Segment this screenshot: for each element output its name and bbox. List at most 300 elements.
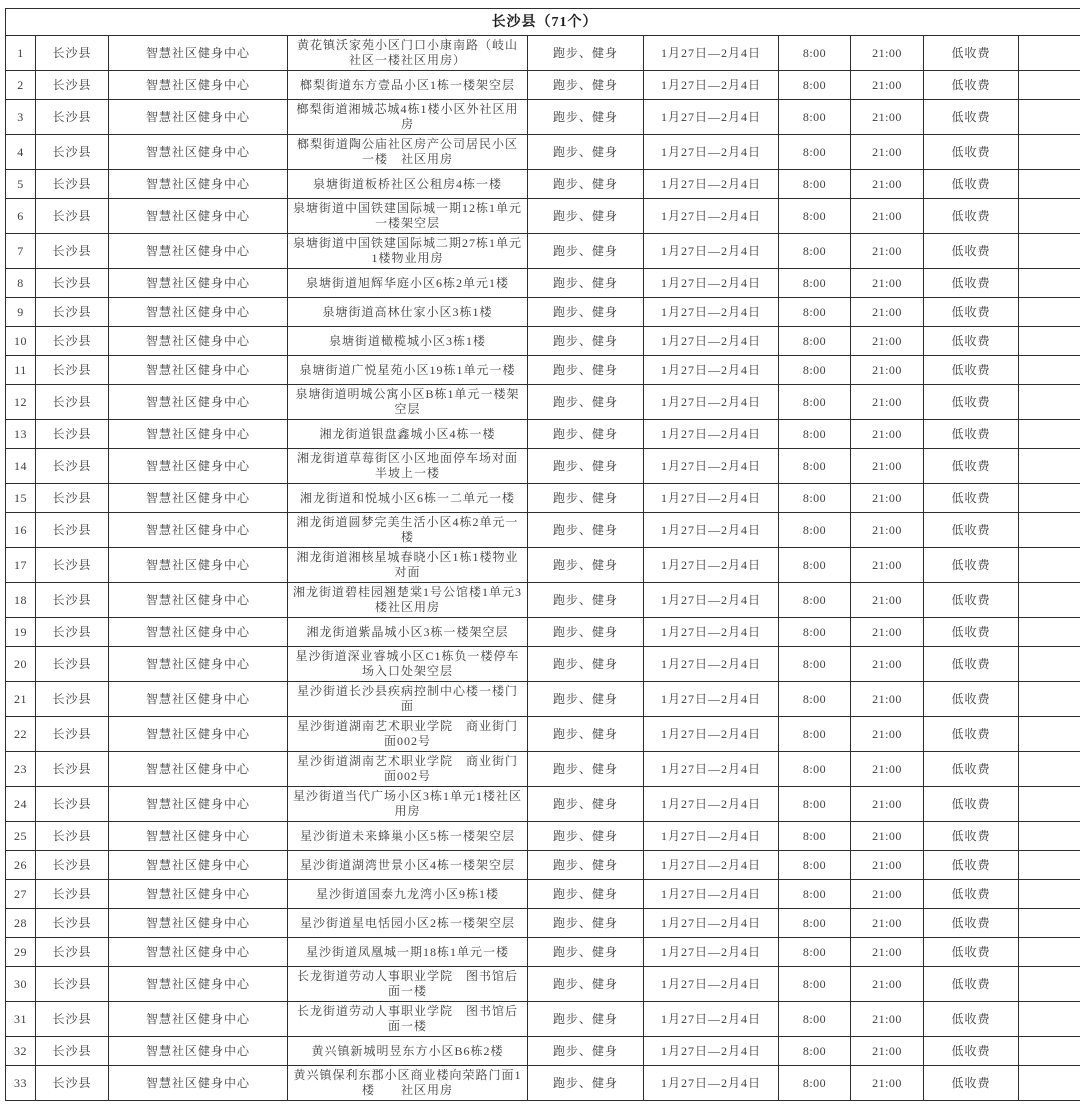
cell-row-number: 10 <box>6 327 36 356</box>
cell-center-name: 智慧社区健身中心 <box>109 851 288 880</box>
cell-close-time: 21:00 <box>851 938 924 967</box>
cell-date-range: 1月27日—2月4日 <box>644 36 779 71</box>
cell-address: 泉塘街道高林仕家小区3栋1楼 <box>288 298 528 327</box>
fitness-centers-table <box>5 8 1080 1101</box>
cell-fee: 低收费 <box>924 420 1019 449</box>
cell-address: 泉塘街道中国铁建国际城二期27栋1单元1楼物业用房 <box>288 234 528 269</box>
cell-county: 长沙县 <box>36 909 109 938</box>
cell-open-time: 8:00 <box>779 298 851 327</box>
table-row <box>6 1002 1080 1037</box>
cell-close-time: 21:00 <box>851 71 924 100</box>
cell-fee: 低收费 <box>924 327 1019 356</box>
cell-open-time: 8:00 <box>779 170 851 199</box>
cell-address: 榔梨街道陶公庙社区房产公司居民小区一楼 社区用房 <box>288 135 528 170</box>
cell-row-number: 1 <box>6 36 36 71</box>
cell-address: 湘龙街道碧桂园翘楚棠1号公馆楼1单元3楼社区用房 <box>288 583 528 618</box>
cell-fee: 低收费 <box>924 484 1019 513</box>
cell-date-range: 1月27日—2月4日 <box>644 269 779 298</box>
cell-fee: 低收费 <box>924 880 1019 909</box>
table-row <box>6 170 1080 199</box>
cell-date-range: 1月27日—2月4日 <box>644 717 779 752</box>
cell-address: 泉塘街道明城公寓小区B栋1单元一楼架空层 <box>288 385 528 420</box>
cell-center-name: 智慧社区健身中心 <box>109 100 288 135</box>
table-row <box>6 647 1080 682</box>
cell-county: 长沙县 <box>36 449 109 484</box>
cell-center-name: 智慧社区健身中心 <box>109 36 288 71</box>
title-row <box>6 9 1080 36</box>
cell-county: 长沙县 <box>36 880 109 909</box>
cell-county: 长沙县 <box>36 1037 109 1066</box>
cell-address: 榔梨街道东方壹品小区1栋一楼架空层 <box>288 71 528 100</box>
cell-extra <box>1019 100 1080 135</box>
cell-county: 长沙县 <box>36 682 109 717</box>
cell-extra <box>1019 1037 1080 1066</box>
table-row <box>6 822 1080 851</box>
cell-center-name: 智慧社区健身中心 <box>109 484 288 513</box>
cell-extra <box>1019 356 1080 385</box>
cell-fee: 低收费 <box>924 647 1019 682</box>
cell-county: 长沙县 <box>36 36 109 71</box>
cell-address: 湘龙街道银盘鑫城小区4栋一楼 <box>288 420 528 449</box>
cell-fee: 低收费 <box>924 356 1019 385</box>
table-row <box>6 752 1080 787</box>
cell-date-range: 1月27日—2月4日 <box>644 967 779 1002</box>
cell-county: 长沙县 <box>36 135 109 170</box>
cell-close-time: 21:00 <box>851 100 924 135</box>
cell-open-time: 8:00 <box>779 682 851 717</box>
cell-date-range: 1月27日—2月4日 <box>644 135 779 170</box>
table-row <box>6 298 1080 327</box>
cell-extra <box>1019 420 1080 449</box>
cell-extra <box>1019 269 1080 298</box>
cell-extra <box>1019 618 1080 647</box>
cell-row-number: 15 <box>6 484 36 513</box>
cell-date-range: 1月27日—2月4日 <box>644 199 779 234</box>
cell-date-range: 1月27日—2月4日 <box>644 851 779 880</box>
cell-date-range: 1月27日—2月4日 <box>644 548 779 583</box>
cell-fee: 低收费 <box>924 682 1019 717</box>
cell-fee: 低收费 <box>924 71 1019 100</box>
cell-fee: 低收费 <box>924 135 1019 170</box>
cell-row-number: 27 <box>6 880 36 909</box>
cell-activity: 跑步、健身 <box>528 269 644 298</box>
cell-center-name: 智慧社区健身中心 <box>109 513 288 548</box>
cell-open-time: 8:00 <box>779 199 851 234</box>
cell-open-time: 8:00 <box>779 1066 851 1101</box>
cell-activity: 跑步、健身 <box>528 717 644 752</box>
table-row <box>6 618 1080 647</box>
cell-extra <box>1019 548 1080 583</box>
cell-date-range: 1月27日—2月4日 <box>644 880 779 909</box>
table-row <box>6 420 1080 449</box>
cell-county: 长沙县 <box>36 752 109 787</box>
cell-fee: 低收费 <box>924 100 1019 135</box>
table-row <box>6 787 1080 822</box>
cell-extra <box>1019 449 1080 484</box>
cell-address: 湘龙街道和悦城小区6栋一二单元一楼 <box>288 484 528 513</box>
cell-extra <box>1019 647 1080 682</box>
cell-center-name: 智慧社区健身中心 <box>109 787 288 822</box>
cell-activity: 跑步、健身 <box>528 36 644 71</box>
cell-county: 长沙县 <box>36 618 109 647</box>
cell-center-name: 智慧社区健身中心 <box>109 967 288 1002</box>
cell-extra <box>1019 199 1080 234</box>
cell-county: 长沙县 <box>36 647 109 682</box>
table-row <box>6 1066 1080 1101</box>
cell-row-number: 21 <box>6 682 36 717</box>
table-row <box>6 135 1080 170</box>
cell-close-time: 21:00 <box>851 752 924 787</box>
table-row <box>6 583 1080 618</box>
cell-extra <box>1019 583 1080 618</box>
cell-fee: 低收费 <box>924 752 1019 787</box>
cell-address: 长龙街道劳动人事职业学院 图书馆后面一楼 <box>288 1002 528 1037</box>
cell-address: 黄兴镇保利东郡小区商业楼向荣路门面1楼 社区用房 <box>288 1066 528 1101</box>
table-row <box>6 717 1080 752</box>
cell-county: 长沙县 <box>36 967 109 1002</box>
cell-extra <box>1019 36 1080 71</box>
cell-activity: 跑步、健身 <box>528 170 644 199</box>
cell-extra <box>1019 234 1080 269</box>
cell-extra <box>1019 822 1080 851</box>
cell-extra <box>1019 298 1080 327</box>
cell-extra <box>1019 938 1080 967</box>
cell-extra <box>1019 752 1080 787</box>
cell-address: 星沙街道国泰九龙湾小区9栋1楼 <box>288 880 528 909</box>
cell-county: 长沙县 <box>36 548 109 583</box>
cell-open-time: 8:00 <box>779 618 851 647</box>
cell-center-name: 智慧社区健身中心 <box>109 583 288 618</box>
cell-activity: 跑步、健身 <box>528 880 644 909</box>
cell-close-time: 21:00 <box>851 420 924 449</box>
table-row <box>6 1037 1080 1066</box>
cell-open-time: 8:00 <box>779 269 851 298</box>
cell-extra <box>1019 385 1080 420</box>
table-row <box>6 269 1080 298</box>
cell-open-time: 8:00 <box>779 967 851 1002</box>
table-body <box>6 9 1080 1101</box>
cell-row-number: 5 <box>6 170 36 199</box>
cell-extra <box>1019 851 1080 880</box>
cell-extra <box>1019 967 1080 1002</box>
cell-close-time: 21:00 <box>851 36 924 71</box>
cell-fee: 低收费 <box>924 548 1019 583</box>
cell-county: 长沙县 <box>36 298 109 327</box>
cell-center-name: 智慧社区健身中心 <box>109 548 288 583</box>
cell-close-time: 21:00 <box>851 135 924 170</box>
cell-fee: 低收费 <box>924 1066 1019 1101</box>
cell-county: 长沙县 <box>36 420 109 449</box>
cell-county: 长沙县 <box>36 938 109 967</box>
cell-row-number: 33 <box>6 1066 36 1101</box>
cell-fee: 低收费 <box>924 199 1019 234</box>
cell-extra <box>1019 484 1080 513</box>
cell-row-number: 6 <box>6 199 36 234</box>
cell-center-name: 智慧社区健身中心 <box>109 822 288 851</box>
cell-extra <box>1019 787 1080 822</box>
table-row <box>6 449 1080 484</box>
cell-date-range: 1月27日—2月4日 <box>644 583 779 618</box>
cell-fee: 低收费 <box>924 938 1019 967</box>
cell-close-time: 21:00 <box>851 787 924 822</box>
cell-close-time: 21:00 <box>851 234 924 269</box>
cell-address: 星沙街道未来蜂巢小区5栋一楼架空层 <box>288 822 528 851</box>
cell-close-time: 21:00 <box>851 449 924 484</box>
table-row <box>6 36 1080 71</box>
cell-activity: 跑步、健身 <box>528 135 644 170</box>
cell-fee: 低收费 <box>924 36 1019 71</box>
cell-activity: 跑步、健身 <box>528 1002 644 1037</box>
cell-date-range: 1月27日—2月4日 <box>644 513 779 548</box>
cell-extra <box>1019 170 1080 199</box>
table-row <box>6 548 1080 583</box>
cell-row-number: 9 <box>6 298 36 327</box>
cell-date-range: 1月27日—2月4日 <box>644 1002 779 1037</box>
cell-activity: 跑步、健身 <box>528 967 644 1002</box>
table-title: 长沙县（71个） <box>6 9 1080 36</box>
cell-open-time: 8:00 <box>779 449 851 484</box>
cell-close-time: 21:00 <box>851 199 924 234</box>
cell-date-range: 1月27日—2月4日 <box>644 420 779 449</box>
cell-open-time: 8:00 <box>779 909 851 938</box>
table-row <box>6 71 1080 100</box>
cell-row-number: 23 <box>6 752 36 787</box>
cell-activity: 跑步、健身 <box>528 752 644 787</box>
cell-fee: 低收费 <box>924 583 1019 618</box>
cell-date-range: 1月27日—2月4日 <box>644 71 779 100</box>
cell-activity: 跑步、健身 <box>528 385 644 420</box>
cell-close-time: 21:00 <box>851 717 924 752</box>
table-row <box>6 356 1080 385</box>
cell-center-name: 智慧社区健身中心 <box>109 880 288 909</box>
cell-fee: 低收费 <box>924 787 1019 822</box>
table-row <box>6 385 1080 420</box>
cell-open-time: 8:00 <box>779 135 851 170</box>
cell-date-range: 1月27日—2月4日 <box>644 100 779 135</box>
cell-close-time: 21:00 <box>851 822 924 851</box>
cell-date-range: 1月27日—2月4日 <box>644 938 779 967</box>
cell-activity: 跑步、健身 <box>528 199 644 234</box>
cell-extra <box>1019 880 1080 909</box>
cell-address: 泉塘街道旭辉华庭小区6栋2单元1楼 <box>288 269 528 298</box>
cell-row-number: 20 <box>6 647 36 682</box>
cell-center-name: 智慧社区健身中心 <box>109 682 288 717</box>
cell-extra <box>1019 682 1080 717</box>
table-row <box>6 484 1080 513</box>
cell-row-number: 17 <box>6 548 36 583</box>
cell-center-name: 智慧社区健身中心 <box>109 938 288 967</box>
cell-activity: 跑步、健身 <box>528 298 644 327</box>
cell-extra <box>1019 513 1080 548</box>
cell-close-time: 21:00 <box>851 356 924 385</box>
cell-open-time: 8:00 <box>779 851 851 880</box>
cell-county: 长沙县 <box>36 199 109 234</box>
cell-fee: 低收费 <box>924 851 1019 880</box>
cell-open-time: 8:00 <box>779 327 851 356</box>
cell-close-time: 21:00 <box>851 1037 924 1066</box>
cell-center-name: 智慧社区健身中心 <box>109 234 288 269</box>
cell-address: 泉塘街道广悦星苑小区19栋1单元一楼 <box>288 356 528 385</box>
cell-center-name: 智慧社区健身中心 <box>109 420 288 449</box>
cell-open-time: 8:00 <box>779 1037 851 1066</box>
cell-open-time: 8:00 <box>779 583 851 618</box>
cell-county: 长沙县 <box>36 100 109 135</box>
cell-address: 星沙街道湖南艺术职业学院 商业街门面002号 <box>288 717 528 752</box>
cell-center-name: 智慧社区健身中心 <box>109 1002 288 1037</box>
cell-activity: 跑步、健身 <box>528 356 644 385</box>
cell-extra <box>1019 1002 1080 1037</box>
cell-close-time: 21:00 <box>851 385 924 420</box>
cell-close-time: 21:00 <box>851 1002 924 1037</box>
cell-row-number: 13 <box>6 420 36 449</box>
cell-address: 黄花镇沃家苑小区门口小康南路（岐山社区一楼社区用房） <box>288 36 528 71</box>
cell-row-number: 19 <box>6 618 36 647</box>
cell-activity: 跑步、健身 <box>528 583 644 618</box>
cell-activity: 跑步、健身 <box>528 682 644 717</box>
cell-close-time: 21:00 <box>851 618 924 647</box>
cell-county: 长沙县 <box>36 170 109 199</box>
cell-address: 长龙街道劳动人事职业学院 图书馆后面一楼 <box>288 967 528 1002</box>
table-row <box>6 851 1080 880</box>
cell-county: 长沙县 <box>36 356 109 385</box>
cell-row-number: 22 <box>6 717 36 752</box>
cell-activity: 跑步、健身 <box>528 938 644 967</box>
cell-address: 星沙街道湖南艺术职业学院 商业街门面002号 <box>288 752 528 787</box>
cell-county: 长沙县 <box>36 327 109 356</box>
cell-address: 星沙街道星电恬园小区2栋一楼架空层 <box>288 909 528 938</box>
cell-close-time: 21:00 <box>851 967 924 1002</box>
cell-address: 星沙街道当代广场小区3栋1单元1楼社区用房 <box>288 787 528 822</box>
cell-address: 湘龙街道紫晶城小区3栋一楼架空层 <box>288 618 528 647</box>
cell-close-time: 21:00 <box>851 1066 924 1101</box>
cell-address: 星沙街道长沙县疾病控制中心楼一楼门面 <box>288 682 528 717</box>
cell-open-time: 8:00 <box>779 717 851 752</box>
cell-extra <box>1019 71 1080 100</box>
cell-row-number: 3 <box>6 100 36 135</box>
cell-county: 长沙县 <box>36 1002 109 1037</box>
cell-activity: 跑步、健身 <box>528 647 644 682</box>
cell-center-name: 智慧社区健身中心 <box>109 909 288 938</box>
cell-open-time: 8:00 <box>779 1002 851 1037</box>
cell-activity: 跑步、健身 <box>528 327 644 356</box>
cell-center-name: 智慧社区健身中心 <box>109 269 288 298</box>
cell-open-time: 8:00 <box>779 484 851 513</box>
cell-row-number: 8 <box>6 269 36 298</box>
cell-close-time: 21:00 <box>851 583 924 618</box>
cell-county: 长沙县 <box>36 513 109 548</box>
cell-extra <box>1019 909 1080 938</box>
cell-activity: 跑步、健身 <box>528 1037 644 1066</box>
cell-center-name: 智慧社区健身中心 <box>109 298 288 327</box>
cell-fee: 低收费 <box>924 967 1019 1002</box>
cell-center-name: 智慧社区健身中心 <box>109 135 288 170</box>
cell-row-number: 29 <box>6 938 36 967</box>
cell-date-range: 1月27日—2月4日 <box>644 1037 779 1066</box>
cell-center-name: 智慧社区健身中心 <box>109 327 288 356</box>
cell-center-name: 智慧社区健身中心 <box>109 1066 288 1101</box>
cell-row-number: 18 <box>6 583 36 618</box>
cell-fee: 低收费 <box>924 909 1019 938</box>
cell-county: 长沙县 <box>36 269 109 298</box>
cell-county: 长沙县 <box>36 71 109 100</box>
table-row <box>6 513 1080 548</box>
cell-fee: 低收费 <box>924 170 1019 199</box>
cell-county: 长沙县 <box>36 851 109 880</box>
cell-open-time: 8:00 <box>779 880 851 909</box>
cell-row-number: 31 <box>6 1002 36 1037</box>
cell-center-name: 智慧社区健身中心 <box>109 356 288 385</box>
table-row <box>6 682 1080 717</box>
cell-date-range: 1月27日—2月4日 <box>644 647 779 682</box>
cell-fee: 低收费 <box>924 449 1019 484</box>
cell-close-time: 21:00 <box>851 682 924 717</box>
cell-extra <box>1019 327 1080 356</box>
table-row <box>6 100 1080 135</box>
cell-date-range: 1月27日—2月4日 <box>644 1066 779 1101</box>
cell-date-range: 1月27日—2月4日 <box>644 787 779 822</box>
cell-activity: 跑步、健身 <box>528 71 644 100</box>
cell-close-time: 21:00 <box>851 327 924 356</box>
cell-date-range: 1月27日—2月4日 <box>644 170 779 199</box>
cell-activity: 跑步、健身 <box>528 548 644 583</box>
cell-row-number: 2 <box>6 71 36 100</box>
cell-fee: 低收费 <box>924 1037 1019 1066</box>
cell-county: 长沙县 <box>36 1066 109 1101</box>
cell-activity: 跑步、健身 <box>528 618 644 647</box>
cell-address: 泉塘街道中国铁建国际城一期12栋1单元一楼架空层 <box>288 199 528 234</box>
cell-fee: 低收费 <box>924 1002 1019 1037</box>
cell-fee: 低收费 <box>924 822 1019 851</box>
cell-fee: 低收费 <box>924 298 1019 327</box>
cell-open-time: 8:00 <box>779 36 851 71</box>
cell-activity: 跑步、健身 <box>528 100 644 135</box>
cell-address: 星沙街道凤凰城一期18栋1单元一楼 <box>288 938 528 967</box>
cell-fee: 低收费 <box>924 618 1019 647</box>
cell-activity: 跑步、健身 <box>528 787 644 822</box>
cell-address: 泉塘街道橄榄城小区3栋1楼 <box>288 327 528 356</box>
cell-row-number: 24 <box>6 787 36 822</box>
cell-county: 长沙县 <box>36 484 109 513</box>
cell-fee: 低收费 <box>924 513 1019 548</box>
cell-open-time: 8:00 <box>779 822 851 851</box>
cell-open-time: 8:00 <box>779 71 851 100</box>
cell-date-range: 1月27日—2月4日 <box>644 327 779 356</box>
cell-center-name: 智慧社区健身中心 <box>109 199 288 234</box>
cell-open-time: 8:00 <box>779 548 851 583</box>
cell-center-name: 智慧社区健身中心 <box>109 170 288 199</box>
cell-close-time: 21:00 <box>851 513 924 548</box>
cell-close-time: 21:00 <box>851 909 924 938</box>
cell-center-name: 智慧社区健身中心 <box>109 449 288 484</box>
cell-activity: 跑步、健身 <box>528 513 644 548</box>
cell-date-range: 1月27日—2月4日 <box>644 298 779 327</box>
cell-date-range: 1月27日—2月4日 <box>644 909 779 938</box>
cell-address: 星沙街道深业睿城小区C1栋负一楼停车场入口处架空层 <box>288 647 528 682</box>
table-row <box>6 234 1080 269</box>
cell-address: 星沙街道湖湾世景小区4栋一楼架空层 <box>288 851 528 880</box>
cell-date-range: 1月27日—2月4日 <box>644 234 779 269</box>
cell-row-number: 28 <box>6 909 36 938</box>
cell-open-time: 8:00 <box>779 100 851 135</box>
cell-county: 长沙县 <box>36 583 109 618</box>
cell-center-name: 智慧社区健身中心 <box>109 618 288 647</box>
cell-county: 长沙县 <box>36 717 109 752</box>
cell-open-time: 8:00 <box>779 356 851 385</box>
cell-date-range: 1月27日—2月4日 <box>644 385 779 420</box>
cell-open-time: 8:00 <box>779 513 851 548</box>
cell-row-number: 16 <box>6 513 36 548</box>
cell-county: 长沙县 <box>36 822 109 851</box>
